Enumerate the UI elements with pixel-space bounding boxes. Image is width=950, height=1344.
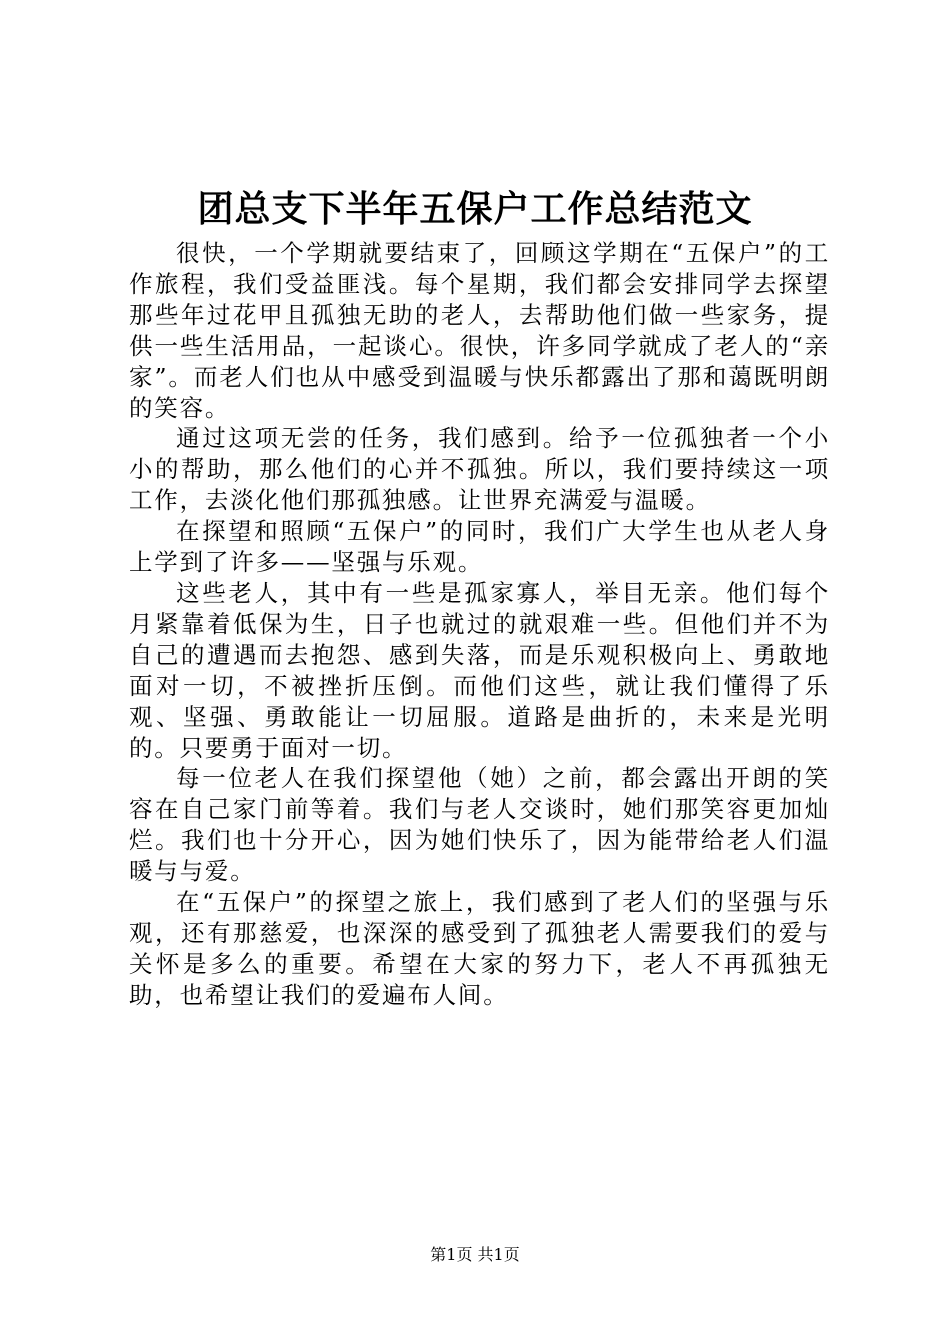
document-title: 团总支下半年五保户工作总结范文	[197, 188, 753, 230]
paragraph: 每一位老人在我们探望他（她）之前，都会露出开朗的笑容在自己家门前等着。我们与老人交谈时，她们那笑容更加灿烂。我们也十分开心，因为她们快乐了，因为能带给老人们温暖与与爱。	[129, 764, 830, 886]
paragraph: 这些老人，其中有一些是孤家寡人，举目无亲。他们每个月紧靠着低保为生，日子也就过的就艰难一些。但他们并不为自己的遭遇而去抱怨、感到失落，而是乐观积极向上、勇敢地面对一切，不被挫折压倒。而他们这些，就让我们懂得了乐观、坚强、勇敢能让一切屈服。道路是曲折的，未来是光明的。只要勇于面对一切。	[129, 578, 830, 762]
paragraph: 很快，一个学期就要结束了，回顾这学期在“五保户”的工作旅程，我们受益匪浅。每个星期，我们都会安排同学去探望那些年过花甲且孤独无助的老人，去帮助他们做一些家务，提供一些生活用品，一起谈心。很快，许多同学就成了老人的“亲家”。而老人们也从中感受到温暖与快乐都露出了那和蔼既明朗的笑容。	[129, 239, 830, 422]
paragraph: 在“五保户”的探望之旅上，我们感到了老人们的坚强与乐观，还有那慈爱，也深深的感受到了孤独老人需要我们的爱与关怀是多么的重要。希望在大家的努力下，老人不再孤独无助，也希望让我们的爱遍布人间。	[129, 888, 830, 1009]
document-body	[129, 238, 830, 1011]
paragraph: 通过这项无尝的任务，我们感到。给予一位孤独者一个小小的帮助，那么他们的心并不孤独。所以，我们要持续这一项工作，去淡化他们那孤独感。让世界充满爱与温暖。	[129, 424, 830, 515]
page-footer: 第1页 共1页	[430, 1245, 520, 1264]
paragraph: 在探望和照顾“五保户”的同时，我们广大学生也从老人身上学到了许多——坚强与乐观。	[129, 517, 830, 577]
